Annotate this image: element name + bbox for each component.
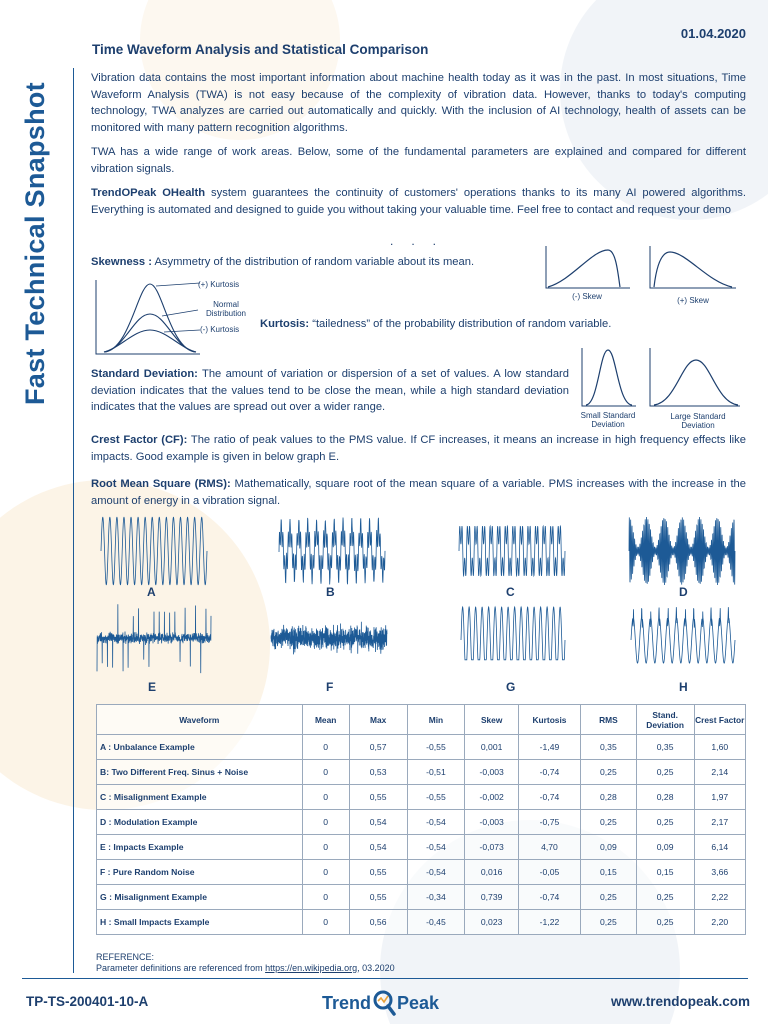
column-header: RMS xyxy=(581,705,637,735)
standard-deviation-text: The amount of variation or dispersion of a set of values. A low standard deviation indicates that the values tend to be close the mean, while a high standard deviation indicates that the values are spread out over a wider range. xyxy=(91,368,569,414)
table-cell: 2,17 xyxy=(694,810,745,835)
document-id: TP-TS-200401-10-A xyxy=(26,994,149,1009)
statistics-table xyxy=(96,704,746,935)
table-cell: 0,55 xyxy=(349,785,407,810)
intro-paragraph-3-text: system guarantees the continuity of customers' operations thanks to its many AI powered algorithms. Everything is automated and designed to guide you without taking your valuable time. Feel free to contact and request your demo xyxy=(91,187,746,216)
waveform-name-cell: B: Two Different Freq. Sinus + Noise xyxy=(97,760,303,785)
reference-note xyxy=(96,952,395,974)
table-cell: 1,97 xyxy=(694,785,745,810)
table-cell: 0,57 xyxy=(349,735,407,760)
column-header: Kurtosis xyxy=(518,705,580,735)
table-cell: 0,35 xyxy=(636,735,694,760)
waveform-name-cell: G : Misalignment Example xyxy=(97,885,303,910)
table-row xyxy=(97,835,746,860)
table-cell: 0,54 xyxy=(349,810,407,835)
table-row xyxy=(97,735,746,760)
table-cell: 0,15 xyxy=(581,860,637,885)
table-row xyxy=(97,810,746,835)
table-cell: -0,54 xyxy=(407,860,465,885)
table-cell: 0 xyxy=(302,810,349,835)
kurtosis-definition xyxy=(260,316,680,333)
trendopeak-logo: Trend Peak xyxy=(322,988,439,1018)
table-cell: -0,003 xyxy=(465,760,519,785)
table-row xyxy=(97,760,746,785)
table-cell: 1,60 xyxy=(694,735,745,760)
waveform-trace xyxy=(97,604,211,673)
waveform-f-plot xyxy=(270,600,388,676)
standard-deviation-definition xyxy=(91,366,569,416)
waveform-d-label: D xyxy=(679,585,688,599)
column-header: Min xyxy=(407,705,465,735)
negative-kurtosis-label: (-) Kurtosis xyxy=(200,325,240,334)
table-cell: 4,70 xyxy=(518,835,580,860)
waveform-a-label: A xyxy=(147,585,156,599)
table-cell: -0,05 xyxy=(518,860,580,885)
kurtosis-term: Kurtosis: xyxy=(260,318,310,330)
table-cell: -1,49 xyxy=(518,735,580,760)
waveform-h-plot xyxy=(630,604,736,676)
column-header: Stand. Deviation xyxy=(636,705,694,735)
rms-definition xyxy=(91,476,746,509)
column-header: Waveform xyxy=(97,705,303,735)
table-row xyxy=(97,910,746,935)
table-cell: 0,25 xyxy=(581,810,637,835)
rms-text: Mathematically, square root of the mean square of a variable. PMS increases with the increase in the amount of energy in a vibration signal. xyxy=(91,478,746,507)
negative-skew-label: (-) Skew xyxy=(572,292,602,301)
column-header: Skew xyxy=(465,705,519,735)
table-cell: 0 xyxy=(302,910,349,935)
column-header: Crest Factor xyxy=(694,705,745,735)
small-std-diagram xyxy=(578,346,638,410)
waveform-c-plot xyxy=(458,514,566,588)
positive-skew-label: (+) Skew xyxy=(677,296,709,305)
intro-paragraph-1: Vibration data contains the most important information about machine health today as it was in the past. In most situations, Time Waveform Analysis (TWA) is not easy because of the complexity of vibration data. However, thanks to today's computing technology, TWA analyzes are carried out automatically and quickly. With the inclusion of AI technology, health of assets can be monitored with many pattern recognition algorithms. xyxy=(91,72,746,134)
waveform-trace xyxy=(459,526,565,576)
website-link[interactable]: www.trendopeak.com xyxy=(610,994,750,1009)
table-cell: 0 xyxy=(302,760,349,785)
normal-distribution-label: Normal Distribution xyxy=(205,300,246,318)
waveform-e-label: E xyxy=(148,680,157,694)
footer-divider xyxy=(22,978,748,979)
table-cell: 3,66 xyxy=(694,860,745,885)
table-row xyxy=(97,885,746,910)
page-title: Time Waveform Analysis and Statistical Comparison xyxy=(92,42,429,57)
waveform-name-cell: A : Unbalance Example xyxy=(97,735,303,760)
table-cell: -0,55 xyxy=(407,735,465,760)
waveform-h-label: H xyxy=(679,680,688,694)
small-std-label: Small Standard Deviation xyxy=(580,411,636,429)
table-cell: 0 xyxy=(302,835,349,860)
waveform-name-cell: D : Modulation Example xyxy=(97,810,303,835)
table-cell: 0,25 xyxy=(581,760,637,785)
table-cell: 0 xyxy=(302,885,349,910)
table-cell: 0,15 xyxy=(636,860,694,885)
table-cell: 0,35 xyxy=(581,735,637,760)
skewness-term: Skewness : xyxy=(91,256,152,268)
crest-factor-term: Crest Factor (CF): xyxy=(91,434,188,446)
table-cell: -0,073 xyxy=(465,835,519,860)
table-cell: -1,22 xyxy=(518,910,580,935)
table-cell: 0,25 xyxy=(636,810,694,835)
reference-text: Parameter definitions are referenced from https://en.wikipedia.org, 03.2020 xyxy=(96,963,395,973)
table-cell: 0,09 xyxy=(636,835,694,860)
waveform-g-plot xyxy=(460,604,566,676)
table-cell: 0,56 xyxy=(349,910,407,935)
intro-paragraph-3 xyxy=(91,185,746,218)
waveform-b-label: B xyxy=(326,585,335,599)
table-cell: 0,25 xyxy=(636,760,694,785)
table-cell: 0 xyxy=(302,785,349,810)
table-cell: -0,74 xyxy=(518,760,580,785)
table-cell: 2,20 xyxy=(694,910,745,935)
table-cell: 0 xyxy=(302,735,349,760)
table-cell: 0,55 xyxy=(349,860,407,885)
waveform-name-cell: E : Impacts Example xyxy=(97,835,303,860)
table-cell: -0,002 xyxy=(465,785,519,810)
table-cell: 2,22 xyxy=(694,885,745,910)
waveform-trace xyxy=(279,518,385,585)
waveform-d-plot xyxy=(628,514,736,588)
waveform-name-cell: H : Small Impacts Example xyxy=(97,910,303,935)
column-header: Max xyxy=(349,705,407,735)
table-cell: 0,25 xyxy=(581,910,637,935)
separator-dots: ... xyxy=(390,234,455,248)
intro-paragraph-2: TWA has a wide range of work areas. Below, some of the fundamental parameters are explained and compared for different vibration signals. xyxy=(91,146,746,175)
table-cell: -0,54 xyxy=(407,810,465,835)
waveform-trace xyxy=(631,607,735,663)
table-cell: -0,75 xyxy=(518,810,580,835)
waveform-trace xyxy=(271,622,387,655)
table-cell: 0,023 xyxy=(465,910,519,935)
skewness-definition xyxy=(91,254,531,271)
waveform-b-plot xyxy=(278,514,386,588)
large-std-label: Large Standard Deviation xyxy=(670,412,726,430)
waveform-a-plot xyxy=(100,514,208,588)
reference-link[interactable]: https://en.wikipedia.org xyxy=(265,963,358,973)
crest-factor-text: The ratio of peak values to the PMS value. If CF increases, it means an increase in high frequency effects like impacts. Good example is given in below graph E. xyxy=(91,434,746,463)
table-cell: -0,55 xyxy=(407,785,465,810)
waveform-trace xyxy=(461,607,565,660)
crest-factor-definition xyxy=(91,432,746,465)
table-cell: -0,74 xyxy=(518,785,580,810)
table-cell: -0,74 xyxy=(518,885,580,910)
waveform-trace xyxy=(101,517,207,585)
table-cell: 2,14 xyxy=(694,760,745,785)
rms-term: Root Mean Square (RMS): xyxy=(91,478,231,490)
waveform-f-label: F xyxy=(326,680,334,694)
kurtosis-diagram xyxy=(90,278,260,358)
table-cell: 6,14 xyxy=(694,835,745,860)
table-cell: -0,54 xyxy=(407,835,465,860)
large-std-diagram xyxy=(646,346,742,410)
positive-kurtosis-label: (+) Kurtosis xyxy=(198,280,240,289)
table-cell: 0,739 xyxy=(465,885,519,910)
sidebar-divider xyxy=(73,68,74,973)
table-cell: 0,25 xyxy=(636,910,694,935)
waveform-e-plot xyxy=(96,600,212,676)
table-cell: 0,54 xyxy=(349,835,407,860)
waveform-name-cell: F : Pure Random Noise xyxy=(97,860,303,885)
standard-deviation-term: Standard Deviation: xyxy=(91,368,198,380)
table-cell: -0,34 xyxy=(407,885,465,910)
waveform-g-label: G xyxy=(506,680,516,694)
table-cell: -0,51 xyxy=(407,760,465,785)
table-cell: 0,25 xyxy=(581,885,637,910)
table-cell: 0,001 xyxy=(465,735,519,760)
column-header: Mean xyxy=(302,705,349,735)
table-cell: 0,016 xyxy=(465,860,519,885)
magnifier-logo-icon xyxy=(372,989,396,1017)
waveform-name-cell: C : Misalignment Example xyxy=(97,785,303,810)
table-cell: -0,003 xyxy=(465,810,519,835)
waveform-trace xyxy=(629,517,735,585)
table-cell: -0,45 xyxy=(407,910,465,935)
table-row xyxy=(97,785,746,810)
waveform-c-label: C xyxy=(506,585,515,599)
sidebar-title: Fast Technical Snapshot xyxy=(20,82,50,405)
positive-skew-diagram xyxy=(646,244,738,292)
skewness-text: Asymmetry of the distribution of random variable about its mean. xyxy=(151,256,475,268)
table-row xyxy=(97,860,746,885)
negative-skew-diagram xyxy=(542,244,632,292)
table-cell: 0,25 xyxy=(636,885,694,910)
table-cell: 0,09 xyxy=(581,835,637,860)
table-cell: 0,53 xyxy=(349,760,407,785)
table-cell: 0,28 xyxy=(636,785,694,810)
kurtosis-text: “tailedness” of the probability distribution of random variable. xyxy=(309,318,612,330)
reference-label: REFERENCE: xyxy=(96,952,155,962)
table-cell: 0,28 xyxy=(581,785,637,810)
table-cell: 0 xyxy=(302,860,349,885)
brand-name: TrendOPeak OHealth xyxy=(91,187,206,199)
document-date: 01.04.2020 xyxy=(680,26,746,41)
table-header-row xyxy=(97,705,746,735)
table-cell: 0,55 xyxy=(349,885,407,910)
